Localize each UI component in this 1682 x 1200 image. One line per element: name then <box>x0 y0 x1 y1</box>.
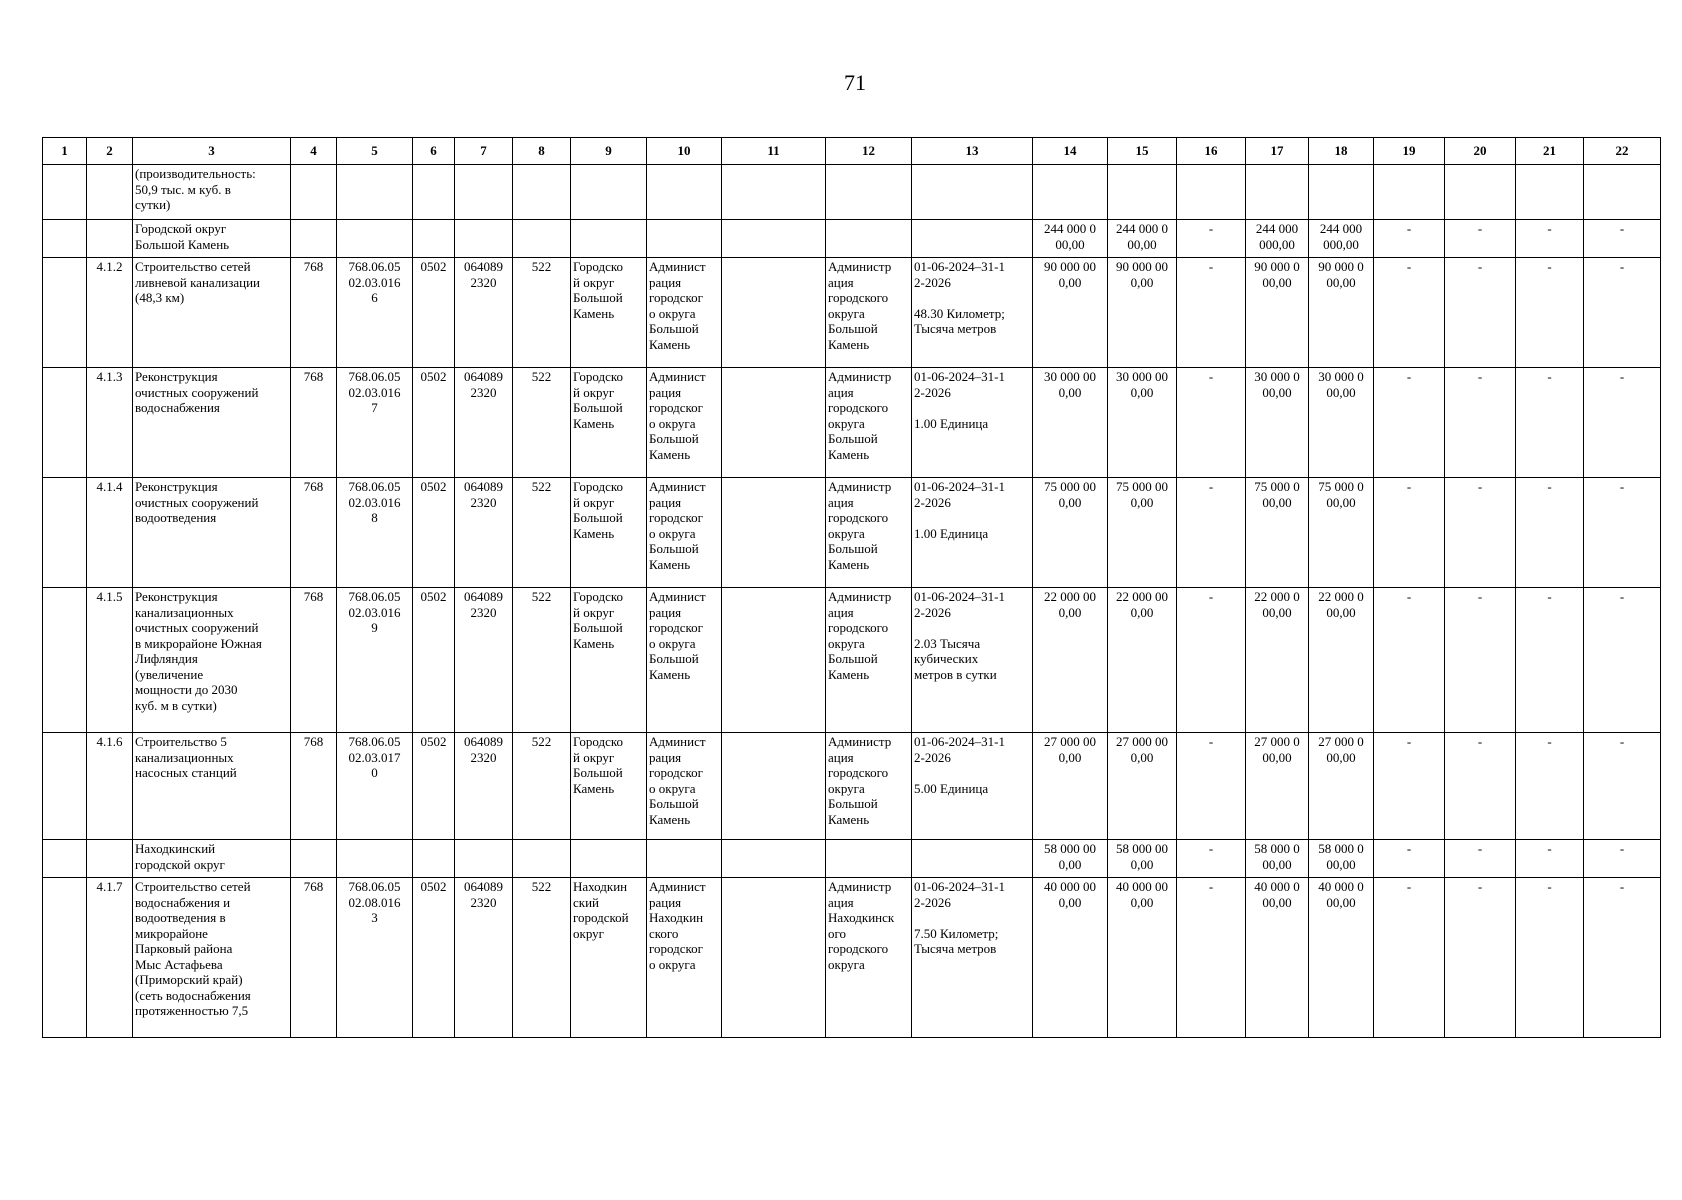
cell-col-7: 064089 2320 <box>455 478 513 588</box>
cell-col-17: 75 000 0 00,00 <box>1246 478 1309 588</box>
cell-col-21: - <box>1516 588 1584 733</box>
cell-col-7: 064089 2320 <box>455 733 513 840</box>
column-header-6: 6 <box>413 138 455 165</box>
budget-table <box>42 137 1661 1038</box>
column-header-4: 4 <box>291 138 337 165</box>
cell-col-22: - <box>1584 258 1661 368</box>
cell-col-6: 0502 <box>413 878 455 1038</box>
cell-col-10: Админист рация городског о округа Большой Камень <box>647 258 722 368</box>
cell-col-9: Городско й округ Большой Камень <box>571 258 647 368</box>
cell-col-15: 22 000 00 0,00 <box>1108 588 1177 733</box>
cell-col-2: 4.1.4 <box>87 478 133 588</box>
cell-col-14: 27 000 00 0,00 <box>1033 733 1108 840</box>
column-header-12: 12 <box>826 138 912 165</box>
cell-col-10: Админист рация городског о округа Большой Камень <box>647 733 722 840</box>
column-header-21: 21 <box>1516 138 1584 165</box>
cell-col-3: Находкинский городской округ <box>133 840 291 878</box>
cell-col-18: 27 000 0 00,00 <box>1309 733 1374 840</box>
cell-col-8 <box>513 840 571 878</box>
column-header-22: 22 <box>1584 138 1661 165</box>
cell-col-16 <box>1177 165 1246 220</box>
cell-col-8: 522 <box>513 258 571 368</box>
cell-col-17: 30 000 0 00,00 <box>1246 368 1309 478</box>
cell-col-5: 768.06.05 02.08.016 3 <box>337 878 413 1038</box>
cell-col-20: - <box>1445 733 1516 840</box>
cell-col-16: - <box>1177 478 1246 588</box>
cell-col-14: 244 000 0 00,00 <box>1033 220 1108 258</box>
cell-col-21: - <box>1516 733 1584 840</box>
cell-col-21: - <box>1516 878 1584 1038</box>
cell-col-17: 22 000 0 00,00 <box>1246 588 1309 733</box>
cell-col-9 <box>571 165 647 220</box>
cell-col-20: - <box>1445 220 1516 258</box>
column-header-15: 15 <box>1108 138 1177 165</box>
cell-col-19 <box>1374 165 1445 220</box>
cell-col-1 <box>43 220 87 258</box>
cell-col-19: - <box>1374 840 1445 878</box>
cell-col-5: 768.06.05 02.03.016 6 <box>337 258 413 368</box>
cell-col-19: - <box>1374 588 1445 733</box>
cell-col-22: - <box>1584 478 1661 588</box>
cell-col-6 <box>413 165 455 220</box>
cell-col-9: Городско й округ Большой Камень <box>571 733 647 840</box>
subtotal-row <box>43 220 1661 258</box>
cell-col-20: - <box>1445 368 1516 478</box>
cell-col-22: - <box>1584 840 1661 878</box>
cell-col-16: - <box>1177 733 1246 840</box>
cell-col-9: Городско й округ Большой Камень <box>571 588 647 733</box>
cell-col-6: 0502 <box>413 588 455 733</box>
cell-col-21: - <box>1516 840 1584 878</box>
cell-col-6: 0502 <box>413 258 455 368</box>
cell-col-14: 40 000 00 0,00 <box>1033 878 1108 1038</box>
cell-col-13: 01-06-2024–31-1 2-2026 2.03 Тысяча кубических метров в сутки <box>912 588 1033 733</box>
cell-col-10: Админист рация Находкин ского городског о округа <box>647 878 722 1038</box>
cell-col-21: - <box>1516 478 1584 588</box>
cell-col-15: 75 000 00 0,00 <box>1108 478 1177 588</box>
cell-col-12 <box>826 840 912 878</box>
cell-col-15: 244 000 0 00,00 <box>1108 220 1177 258</box>
cell-col-3: Строительство 5 канализационных насосных станций <box>133 733 291 840</box>
cell-col-21: - <box>1516 368 1584 478</box>
table-row <box>43 878 1661 1038</box>
cell-col-3: Строительство сетей ливневой канализации (48,3 км) <box>133 258 291 368</box>
cell-col-7: 064089 2320 <box>455 368 513 478</box>
cell-col-16: - <box>1177 878 1246 1038</box>
cell-col-4 <box>291 165 337 220</box>
cell-col-10 <box>647 220 722 258</box>
cell-col-17 <box>1246 165 1309 220</box>
cell-col-12: Администр ация городского округа Большой Камень <box>826 368 912 478</box>
cell-col-3: Строительство сетей водоснабжения и водоотведения в микрорайоне Парковый района Мыс Астафьева (Приморский край) (сеть водоснабжения протяженностью 7,5 <box>133 878 291 1038</box>
cell-col-4: 768 <box>291 878 337 1038</box>
cell-col-7: 064089 2320 <box>455 878 513 1038</box>
column-header-8: 8 <box>513 138 571 165</box>
cell-col-11 <box>722 478 826 588</box>
cell-col-19: - <box>1374 258 1445 368</box>
cell-col-19: - <box>1374 878 1445 1038</box>
table-row <box>43 733 1661 840</box>
cell-col-3: (производительность: 50,9 тыс. м куб. в сутки) <box>133 165 291 220</box>
cell-col-2 <box>87 840 133 878</box>
column-header-5: 5 <box>337 138 413 165</box>
cell-col-7: 064089 2320 <box>455 258 513 368</box>
column-header-9: 9 <box>571 138 647 165</box>
cell-col-4 <box>291 220 337 258</box>
cell-col-15 <box>1108 165 1177 220</box>
cell-col-22: - <box>1584 368 1661 478</box>
cell-col-3: Реконструкция очистных сооружений водоснабжения <box>133 368 291 478</box>
cell-col-8: 522 <box>513 733 571 840</box>
cell-col-15: 27 000 00 0,00 <box>1108 733 1177 840</box>
cell-col-19: - <box>1374 368 1445 478</box>
cell-col-19: - <box>1374 220 1445 258</box>
cell-col-20: - <box>1445 840 1516 878</box>
cell-col-4: 768 <box>291 258 337 368</box>
column-header-19: 19 <box>1374 138 1445 165</box>
cell-col-18: 90 000 0 00,00 <box>1309 258 1374 368</box>
cell-col-4: 768 <box>291 733 337 840</box>
cell-col-16: - <box>1177 840 1246 878</box>
cell-col-8 <box>513 220 571 258</box>
cell-col-20: - <box>1445 258 1516 368</box>
cell-col-4: 768 <box>291 368 337 478</box>
cell-col-12: Администр ация Находкинск ого городского округа <box>826 878 912 1038</box>
column-header-1: 1 <box>43 138 87 165</box>
cell-col-13: 01-06-2024–31-1 2-2026 48.30 Километр; Тысяча метров <box>912 258 1033 368</box>
cell-col-13 <box>912 165 1033 220</box>
cell-col-10: Админист рация городског о округа Большой Камень <box>647 588 722 733</box>
cell-col-1 <box>43 165 87 220</box>
cell-col-9: Находкин ский городской округ <box>571 878 647 1038</box>
table-row <box>43 478 1661 588</box>
column-header-17: 17 <box>1246 138 1309 165</box>
cell-col-2 <box>87 165 133 220</box>
cell-col-1 <box>43 840 87 878</box>
cell-col-13 <box>912 840 1033 878</box>
cell-col-22: - <box>1584 588 1661 733</box>
cell-col-20: - <box>1445 478 1516 588</box>
cell-col-17: 27 000 0 00,00 <box>1246 733 1309 840</box>
cell-col-10: Админист рация городског о округа Большой Камень <box>647 368 722 478</box>
column-header-16: 16 <box>1177 138 1246 165</box>
cell-col-21: - <box>1516 258 1584 368</box>
cell-col-10 <box>647 840 722 878</box>
cell-col-22: - <box>1584 220 1661 258</box>
cell-col-13: 01-06-2024–31-1 2-2026 7.50 Километр; Тысяча метров <box>912 878 1033 1038</box>
cell-col-1 <box>43 878 87 1038</box>
cell-col-9: Городско й округ Большой Камень <box>571 478 647 588</box>
cell-col-20 <box>1445 165 1516 220</box>
cell-col-14: 90 000 00 0,00 <box>1033 258 1108 368</box>
cell-col-21 <box>1516 165 1584 220</box>
cell-col-2 <box>87 220 133 258</box>
cell-col-2: 4.1.3 <box>87 368 133 478</box>
table-header-row <box>43 138 1661 165</box>
cell-col-12: Администр ация городского округа Большой Камень <box>826 733 912 840</box>
cell-col-16: - <box>1177 220 1246 258</box>
cell-col-15: 58 000 00 0,00 <box>1108 840 1177 878</box>
cell-col-16: - <box>1177 258 1246 368</box>
cell-col-7: 064089 2320 <box>455 588 513 733</box>
cell-col-18: 75 000 0 00,00 <box>1309 478 1374 588</box>
cell-col-14: 22 000 00 0,00 <box>1033 588 1108 733</box>
cell-col-14: 30 000 00 0,00 <box>1033 368 1108 478</box>
cell-col-6 <box>413 840 455 878</box>
cell-col-10 <box>647 165 722 220</box>
cell-col-9 <box>571 220 647 258</box>
table-row <box>43 368 1661 478</box>
cell-col-11 <box>722 165 826 220</box>
cell-col-16: - <box>1177 368 1246 478</box>
cell-col-7 <box>455 165 513 220</box>
cell-col-12: Администр ация городского округа Большой Камень <box>826 258 912 368</box>
cell-col-19: - <box>1374 478 1445 588</box>
cell-col-18: 30 000 0 00,00 <box>1309 368 1374 478</box>
cell-col-20: - <box>1445 588 1516 733</box>
table-row <box>43 165 1661 220</box>
column-header-3: 3 <box>133 138 291 165</box>
cell-col-17: 40 000 0 00,00 <box>1246 878 1309 1038</box>
cell-col-3: Городской округ Большой Камень <box>133 220 291 258</box>
column-header-10: 10 <box>647 138 722 165</box>
cell-col-17: 58 000 0 00,00 <box>1246 840 1309 878</box>
cell-col-9 <box>571 840 647 878</box>
cell-col-17: 244 000 000,00 <box>1246 220 1309 258</box>
page-number: 71 <box>844 70 866 95</box>
cell-col-18: 244 000 000,00 <box>1309 220 1374 258</box>
cell-col-6: 0502 <box>413 733 455 840</box>
cell-col-20: - <box>1445 878 1516 1038</box>
cell-col-22: - <box>1584 878 1661 1038</box>
cell-col-8: 522 <box>513 878 571 1038</box>
cell-col-3: Реконструкция очистных сооружений водоотведения <box>133 478 291 588</box>
cell-col-18 <box>1309 165 1374 220</box>
cell-col-15: 90 000 00 0,00 <box>1108 258 1177 368</box>
column-header-18: 18 <box>1309 138 1374 165</box>
subtotal-row <box>43 840 1661 878</box>
cell-col-12 <box>826 220 912 258</box>
cell-col-12: Администр ация городского округа Большой Камень <box>826 588 912 733</box>
cell-col-1 <box>43 478 87 588</box>
table-row <box>43 258 1661 368</box>
cell-col-11 <box>722 220 826 258</box>
cell-col-22 <box>1584 165 1661 220</box>
cell-col-4: 768 <box>291 478 337 588</box>
cell-col-12 <box>826 165 912 220</box>
cell-col-9: Городско й округ Большой Камень <box>571 368 647 478</box>
cell-col-8: 522 <box>513 478 571 588</box>
cell-col-6: 0502 <box>413 478 455 588</box>
cell-col-1 <box>43 588 87 733</box>
cell-col-14: 58 000 00 0,00 <box>1033 840 1108 878</box>
cell-col-6 <box>413 220 455 258</box>
cell-col-1 <box>43 733 87 840</box>
cell-col-2: 4.1.2 <box>87 258 133 368</box>
cell-col-3: Реконструкция канализационных очистных сооружений в микрорайоне Южная Лифляндия (увеличение мощности до 2030 куб. м в сутки) <box>133 588 291 733</box>
cell-col-7 <box>455 220 513 258</box>
cell-col-1 <box>43 258 87 368</box>
cell-col-15: 30 000 00 0,00 <box>1108 368 1177 478</box>
cell-col-15: 40 000 00 0,00 <box>1108 878 1177 1038</box>
cell-col-14 <box>1033 165 1108 220</box>
cell-col-14: 75 000 00 0,00 <box>1033 478 1108 588</box>
cell-col-13: 01-06-2024–31-1 2-2026 5.00 Единица <box>912 733 1033 840</box>
cell-col-11 <box>722 258 826 368</box>
cell-col-2: 4.1.6 <box>87 733 133 840</box>
cell-col-8: 522 <box>513 368 571 478</box>
cell-col-10: Админист рация городског о округа Большой Камень <box>647 478 722 588</box>
cell-col-2: 4.1.5 <box>87 588 133 733</box>
cell-col-2: 4.1.7 <box>87 878 133 1038</box>
table-row <box>43 588 1661 733</box>
cell-col-13 <box>912 220 1033 258</box>
cell-col-8 <box>513 165 571 220</box>
column-header-11: 11 <box>722 138 826 165</box>
cell-col-13: 01-06-2024–31-1 2-2026 1.00 Единица <box>912 368 1033 478</box>
cell-col-6: 0502 <box>413 368 455 478</box>
cell-col-11 <box>722 878 826 1038</box>
cell-col-1 <box>43 368 87 478</box>
column-header-13: 13 <box>912 138 1033 165</box>
cell-col-11 <box>722 368 826 478</box>
cell-col-11 <box>722 840 826 878</box>
cell-col-21: - <box>1516 220 1584 258</box>
cell-col-18: 58 000 0 00,00 <box>1309 840 1374 878</box>
cell-col-5 <box>337 840 413 878</box>
cell-col-5: 768.06.05 02.03.016 9 <box>337 588 413 733</box>
column-header-20: 20 <box>1445 138 1516 165</box>
cell-col-4: 768 <box>291 588 337 733</box>
cell-col-16: - <box>1177 588 1246 733</box>
cell-col-18: 40 000 0 00,00 <box>1309 878 1374 1038</box>
cell-col-19: - <box>1374 733 1445 840</box>
cell-col-8: 522 <box>513 588 571 733</box>
column-header-7: 7 <box>455 138 513 165</box>
cell-col-5 <box>337 220 413 258</box>
column-header-2: 2 <box>87 138 133 165</box>
cell-col-11 <box>722 588 826 733</box>
cell-col-18: 22 000 0 00,00 <box>1309 588 1374 733</box>
cell-col-5: 768.06.05 02.03.017 0 <box>337 733 413 840</box>
cell-col-5: 768.06.05 02.03.016 8 <box>337 478 413 588</box>
cell-col-5: 768.06.05 02.03.016 7 <box>337 368 413 478</box>
cell-col-13: 01-06-2024–31-1 2-2026 1.00 Единица <box>912 478 1033 588</box>
cell-col-5 <box>337 165 413 220</box>
column-header-14: 14 <box>1033 138 1108 165</box>
cell-col-22: - <box>1584 733 1661 840</box>
cell-col-4 <box>291 840 337 878</box>
cell-col-7 <box>455 840 513 878</box>
cell-col-11 <box>722 733 826 840</box>
cell-col-17: 90 000 0 00,00 <box>1246 258 1309 368</box>
cell-col-12: Администр ация городского округа Большой Камень <box>826 478 912 588</box>
